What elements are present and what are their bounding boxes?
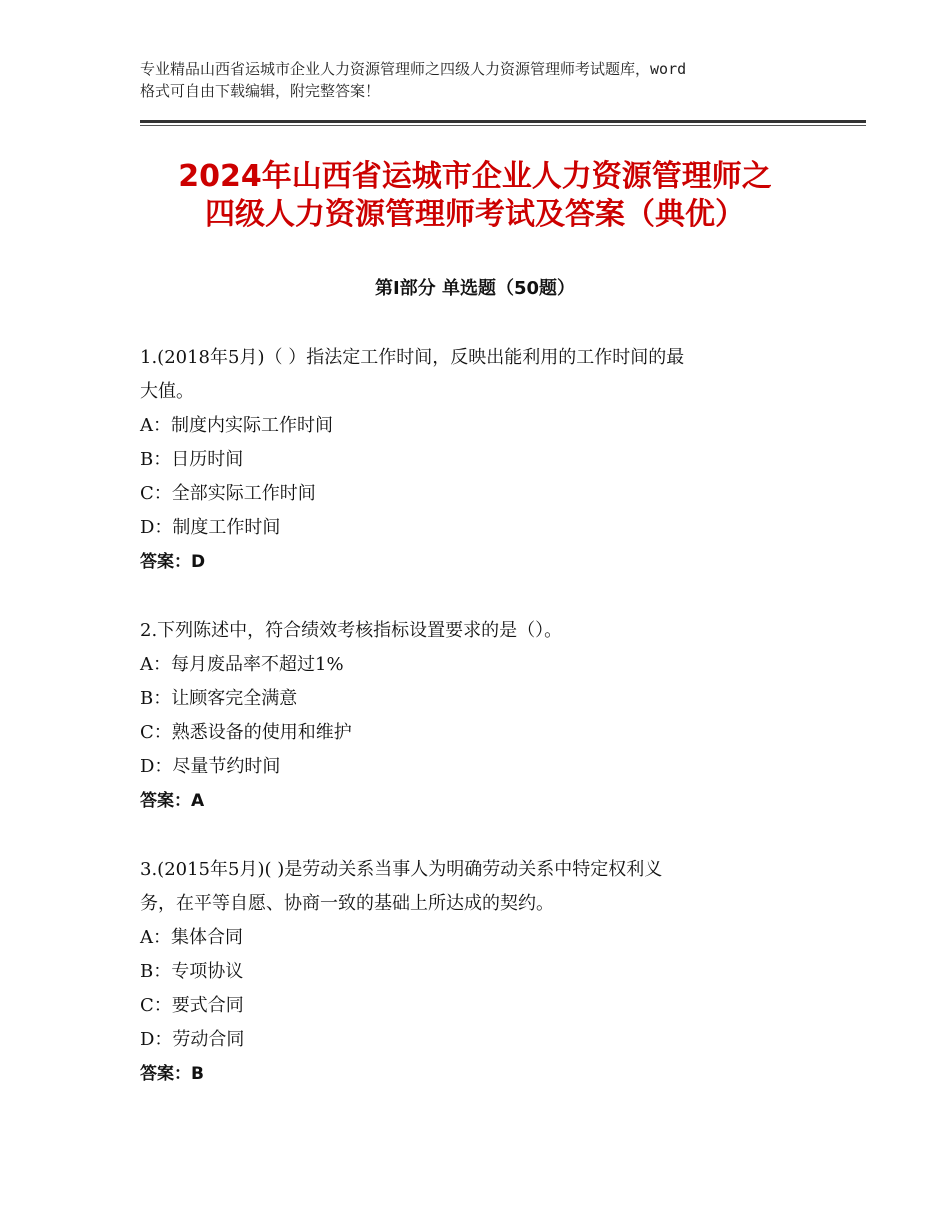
document-title-line-2: 四级人力资源管理师考试及答案（典优） — [205, 197, 745, 232]
option-c: C：全部实际工作时间 — [140, 483, 316, 504]
option-b: B：专项协议 — [140, 961, 244, 982]
document-title — [90, 158, 860, 234]
question-stem-line-1: 1.(2018年5月)（ ）指法定工作时间，反映出能利用的工作时间的最 — [140, 347, 685, 368]
answer-line: 答案：A — [140, 791, 205, 811]
option-d: D：劳动合同 — [140, 1029, 245, 1050]
option-c: C：熟悉设备的使用和维护 — [140, 722, 352, 743]
question-stem — [140, 614, 840, 648]
option-a: A：集体合同 — [140, 927, 243, 948]
answer-line: 答案：B — [140, 1064, 204, 1084]
question-stem-line-1: 2.下列陈述中，符合绩效考核指标设置要求的是（）。 — [140, 620, 563, 641]
question-stem — [140, 853, 840, 921]
question-1 — [140, 341, 840, 579]
header-note-line-1: 专业精品山西省运城市企业人力资源管理师之四级人力资源管理师考试题库，word — [140, 60, 687, 78]
option-d: D：制度工作时间 — [140, 517, 281, 538]
header-note-line-2: 格式可自由下载编辑，附完整答案！ — [140, 82, 381, 100]
option-a: A：每月废品率不超过1% — [140, 654, 344, 675]
question-3 — [140, 853, 840, 1091]
answer-line: 答案：D — [140, 552, 206, 572]
option-b: B：日历时间 — [140, 449, 244, 470]
option-d: D：尽量节约时间 — [140, 756, 281, 777]
header-divider-thin — [140, 125, 866, 126]
document-title-line-1: 2024年山西省运城市企业人力资源管理师之 — [178, 159, 772, 194]
question-2 — [140, 614, 840, 818]
question-stem-line-1: 3.(2015年5月)( )是劳动关系当事人为明确劳动关系中特定权利义 — [140, 859, 663, 880]
section-title: 第Ⅰ部分 单选题（50题） — [374, 278, 575, 299]
header-note — [140, 58, 840, 102]
question-stem — [140, 341, 840, 409]
question-stem-line-2: 大值。 — [140, 381, 194, 402]
option-c: C：要式合同 — [140, 995, 244, 1016]
question-stem-line-2: 务，在平等自愿、协商一致的基础上所达成的契约。 — [140, 893, 554, 914]
option-b: B：让顾客完全满意 — [140, 688, 298, 709]
header-divider-thick — [140, 120, 866, 123]
option-a: A：制度内实际工作时间 — [140, 415, 333, 436]
